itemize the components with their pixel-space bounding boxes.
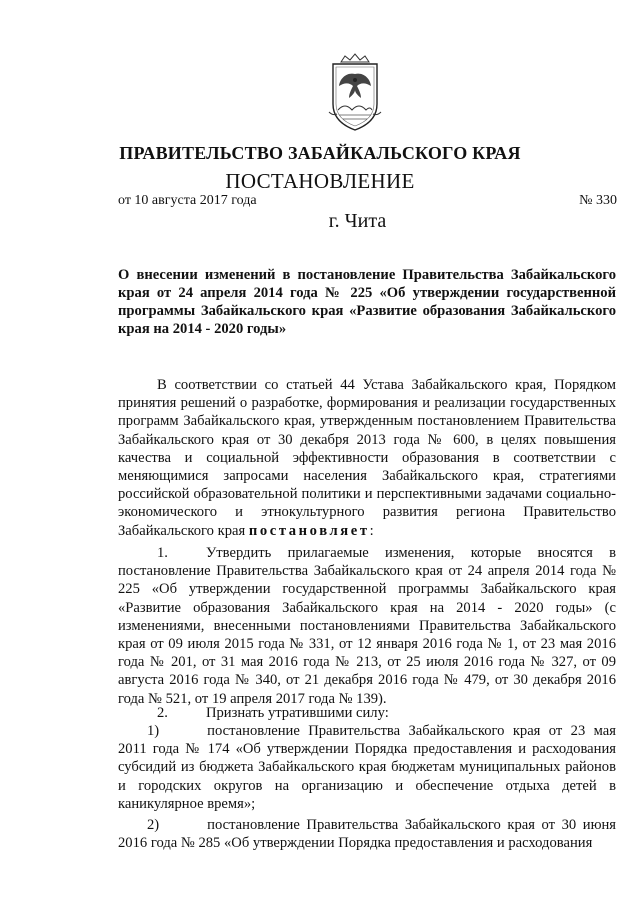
- document-type: ПОСТАНОВЛЕНИЕ: [225, 169, 415, 193]
- item-2-text: Признать утратившими силу:: [205, 705, 389, 721]
- item-2-2-number: 2): [147, 817, 160, 833]
- coat-of-arms-icon: [325, 52, 385, 132]
- item-2-1-text: постановление Правительства Забайкальского края от 23 мая 2011 года № 174 «Об утверждении Порядка предоставления и расходования субсидий из бюджета Забайкальского края бюджетам муниципальных районов и городских округов на организацию и обеспечение отдыха детей в каникулярное время»;: [118, 723, 616, 812]
- item-2-number: 2.: [157, 705, 168, 721]
- document-date: от 10 августа 2017 года: [118, 193, 257, 208]
- preamble-text: В соответствии со статьей 44 Устава Забайкальского края, Порядком принятия решений о разработке, формирования и реализации государственных программ Забайкальского края, утвержденным постановлением Правительства Забайкальского края от 30 декабря 2013 года № 600, в целях повышения качества и социальной эффективности образования в соответствии с меняющимися запросами населения Забайкальского края, стратегиями российской образовательной политики и перспективными задачами социально-экономического и этнокультурного развития региона Правительство Забайкальского края: [118, 377, 616, 539]
- resolves-punct: :: [369, 522, 374, 539]
- preamble-paragraph: [118, 376, 616, 540]
- document-number: № 330: [579, 193, 617, 208]
- item-2-2-paragraph: [118, 816, 616, 852]
- city-name: г. Чита: [328, 210, 387, 232]
- item-1-number: 1.: [157, 545, 168, 561]
- item-2-1-paragraph: [118, 722, 616, 813]
- document-title: О внесении изменений в постановление Правительства Забайкальского края от 24 апреля 2014 года № 225 «Об утверждении государственной программы Забайкальского края «Развитие образования Забайкальского края на 2014 - 2020 годы»: [118, 267, 616, 337]
- item-2-1-number: 1): [147, 723, 160, 739]
- government-name: ПРАВИТЕЛЬСТВО ЗАБАЙКАЛЬСКОГО КРАЯ: [119, 143, 521, 163]
- item-2-paragraph: [118, 704, 616, 722]
- item-2-2-text: постановление Правительства Забайкальского края от 30 июня 2016 года № 285 «Об утверждении Порядка предоставления и расходования: [118, 817, 616, 852]
- resolves-word: постановляет: [248, 522, 370, 539]
- item-1-text: Утвердить прилагаемые изменения, которые вносятся в постановление Правительства Забайкальского края от 24 апреля 2014 года № 225 «Об утверждении государственной программы Забайкальского края «Развитие образования Забайкальского края на 2014 - 2020 годы» (с изменениями, внесенными постановлениями Правительства Забайкальского края от 09 июля 2015 года № 331, от 12 января 2016 года № 1, от 23 мая 2016 года № 201, от 31 мая 2016 года № 213, от 25 июля 2016 года № 327, от 09 августа 2016 года № 340, от 21 декабря 2016 года № 479, от 30 декабря 2016 года № 521, от 19 апреля 2017 года № 139).: [118, 545, 616, 707]
- item-1-paragraph: [118, 544, 616, 708]
